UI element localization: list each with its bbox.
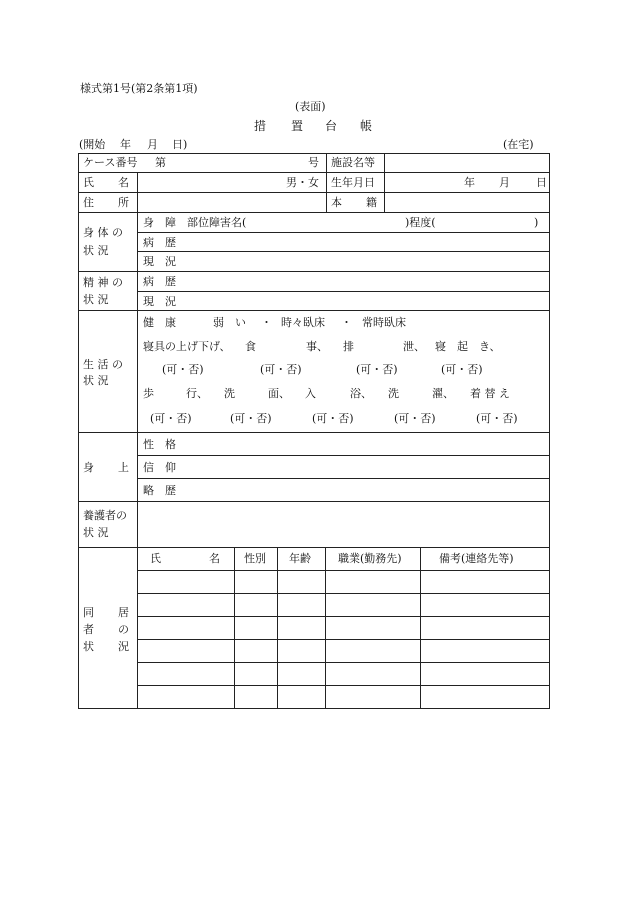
body-status-label-1: 身 体 の [83,226,123,239]
case-number-go: 号 [308,156,319,169]
life-item-laundry-1: 洗 [388,387,399,400]
guardian-field[interactable] [138,502,549,547]
side-label: (表面) [295,100,326,113]
mental-status-label-2: 状 況 [83,293,109,306]
form-table [78,153,550,709]
address-label-2: 所 [118,196,129,209]
life-item-excretion-2: 泄、 [403,340,425,353]
col-header-name-2: 名 [209,552,220,565]
life-item-waking: 寝 起 き、 [435,340,501,353]
birth-month: 月 [499,176,510,189]
ka-hi-option: (可・否) [476,412,518,425]
life-status-label-1: 生 活 の [83,358,123,371]
mental-history-label: 病 歴 [143,275,176,288]
case-number-field[interactable] [138,154,326,172]
life-item-walk-1: 歩 [143,387,154,400]
ka-hi-option: (可・否) [441,363,483,376]
title-char: 台 [325,119,338,133]
ka-hi-option: (可・否) [312,412,354,425]
health-dot: ・ [341,316,352,329]
sex-options: 男・女 [286,176,319,189]
ka-hi-option: (可・否) [260,363,302,376]
col-header-age: 年齢 [289,552,311,565]
health-label: 健 康 [143,316,176,329]
disability-label: 身 障 部位障害名( [143,216,247,229]
life-item-laundry-2: 濯、 [432,387,454,400]
body-current-label: 現 況 [143,255,176,268]
personal-label-1: 身 [83,461,94,474]
ka-hi-option: (可・否) [356,363,398,376]
cohabitant-label-5: 状 [83,640,94,653]
start-year: 年 [120,138,131,151]
residence-label: (在宅) [503,138,534,151]
cohabitant-label-2: 居 [118,606,129,619]
start-open: (開始 [79,138,106,151]
name-field[interactable] [138,173,278,192]
ka-hi-option: (可・否) [230,412,272,425]
body-history-label: 病 歴 [143,236,176,249]
career-label: 略 歴 [143,484,176,497]
life-item-bedding: 寝具の上げ下げ、 [143,340,231,353]
col-header-occupation: 職業(勤務先) [338,552,402,565]
ka-hi-option: (可・否) [150,412,192,425]
life-item-bath-2: 浴、 [350,387,372,400]
title-char: 措 [254,119,267,133]
facility-field[interactable] [385,154,549,172]
cohabitant-label-1: 同 [83,606,94,619]
ka-hi-option: (可・否) [162,363,204,376]
ka-hi-option: (可・否) [394,412,436,425]
case-number-label: ケース番号 [83,156,138,169]
col-header-name-1: 氏 [150,552,161,565]
health-sometimes-bed: 時々臥床 [281,316,325,329]
cohabitant-label-3: 者 [83,623,94,636]
address-field[interactable] [138,193,326,212]
col-header-sex: 性別 [244,552,266,565]
mental-current-label: 現 況 [143,295,176,308]
honseki-label-2: 籍 [366,196,377,209]
name-label-2: 名 [118,176,129,189]
life-item-meal-1: 食 [245,340,256,353]
life-item-wash-2: 面、 [268,387,290,400]
col-header-remarks: 備考(連絡先等) [439,552,514,565]
birth-year: 年 [464,176,475,189]
life-status-label-2: 状 況 [83,374,109,387]
title-char: 帳 [360,119,373,133]
title-char: 置 [291,119,304,133]
guardian-label-1: 養護者の [83,509,127,522]
honseki-field[interactable] [385,193,549,212]
birth-day: 日 [536,176,547,189]
mental-status-label-1: 精 神 の [83,276,123,289]
character-label: 性 格 [143,438,176,451]
cohabitant-label-6: 況 [118,640,129,653]
birth-label: 生年月日 [331,176,375,189]
disability-close: )程度( [405,216,436,229]
cohabitant-label-4: の [118,623,129,636]
health-always-bed: 常時臥床 [362,316,406,329]
life-item-excretion-1: 排 [343,340,354,353]
personal-label-2: 上 [118,461,129,474]
life-item-wash-1: 洗 [224,387,235,400]
life-item-walk-2: 行、 [186,387,208,400]
start-month: 月 [147,138,158,151]
address-label-1: 住 [83,196,94,209]
degree-close: ) [534,216,539,229]
body-status-label-2: 状 況 [83,244,109,257]
form-number: 様式第1号(第2条第1項) [80,82,198,95]
life-item-meal-2: 事、 [306,340,328,353]
health-weak: 弱 い [213,316,246,329]
life-item-dressing: 着 替 え [470,387,510,400]
honseki-label-1: 本 [331,196,342,209]
facility-label: 施設名等 [331,156,375,169]
life-item-bath-1: 入 [305,387,316,400]
belief-label: 信 仰 [143,461,176,474]
case-number-dai: 第 [155,156,166,169]
start-day: 日) [172,138,188,151]
name-label-1: 氏 [83,176,94,189]
guardian-label-2: 状 況 [83,526,109,539]
health-dot: ・ [261,316,272,329]
